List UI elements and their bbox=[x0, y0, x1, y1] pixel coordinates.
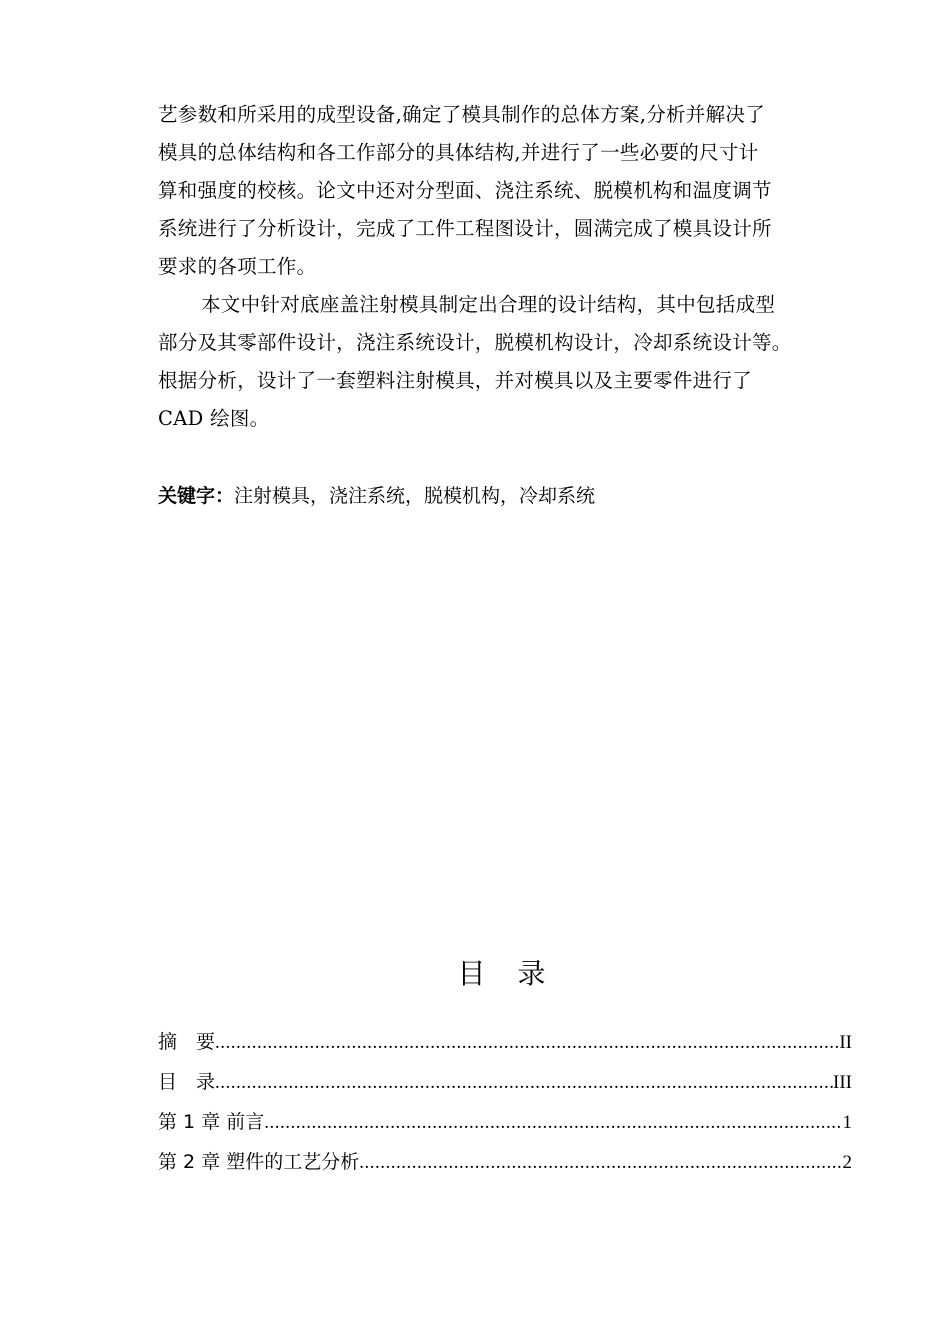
toc-page-number: II bbox=[839, 1032, 852, 1053]
toc-leader-dots bbox=[215, 1063, 833, 1103]
toc-page-number: III bbox=[833, 1072, 852, 1093]
abstract-line: 算和强度的校核。论文中还对分型面、浇注系统、脱模机构和温度调节 bbox=[158, 179, 772, 202]
abstract-line: 系统进行了分析设计，完成了工件工程图设计，圆满完成了模具设计所 bbox=[158, 217, 772, 240]
keywords-line bbox=[158, 478, 595, 514]
abstract-line: CAD 绘图。 bbox=[158, 407, 270, 430]
toc-entry-contents[interactable] bbox=[158, 1062, 852, 1102]
keywords-label: 关键字： bbox=[158, 485, 235, 507]
toc-entry-label: 摘 要 bbox=[158, 1031, 216, 1053]
abstract-line: 要求的各项工作。 bbox=[158, 255, 317, 278]
abstract-line: 本文中针对底座盖注射模具制定出合理的设计结构，其中包括成型 bbox=[201, 293, 776, 316]
toc-page-number: 1 bbox=[842, 1112, 852, 1133]
toc-leader-dots bbox=[264, 1103, 842, 1143]
keywords-text: 注射模具，浇注系统，脱模机构，冷却系统 bbox=[234, 485, 596, 507]
abstract-line: 艺参数和所采用的成型设备,确定了模具制作的总体方案,分析并解决了 bbox=[158, 103, 765, 126]
table-of-contents bbox=[158, 1022, 852, 1182]
toc-entry-label: 第 2 章 塑件的工艺分析 bbox=[158, 1151, 360, 1173]
abstract-line: 模具的总体结构和各工作部分的具体结构,并进行了一些必要的尺寸计 bbox=[158, 141, 759, 164]
toc-entry-label: 第 1 章 前言 bbox=[158, 1111, 265, 1133]
toc-entry-label: 目 录 bbox=[158, 1071, 216, 1093]
toc-entry-abstract[interactable] bbox=[158, 1022, 852, 1062]
toc-title: 目 录 bbox=[457, 957, 548, 990]
toc-page-number: 2 bbox=[842, 1152, 852, 1173]
abstract-line: 根据分析，设计了一套塑料注射模具，并对模具以及主要零件进行了 bbox=[158, 369, 753, 392]
abstract-body bbox=[158, 96, 858, 438]
toc-leader-dots bbox=[215, 1023, 839, 1063]
toc-entry-chapter-2[interactable] bbox=[158, 1142, 852, 1182]
toc-entry-chapter-1[interactable] bbox=[158, 1102, 852, 1142]
toc-leader-dots bbox=[359, 1143, 842, 1183]
abstract-line: 部分及其零部件设计，浇注系统设计，脱模机构设计，冷却系统设计等。 bbox=[158, 331, 792, 354]
